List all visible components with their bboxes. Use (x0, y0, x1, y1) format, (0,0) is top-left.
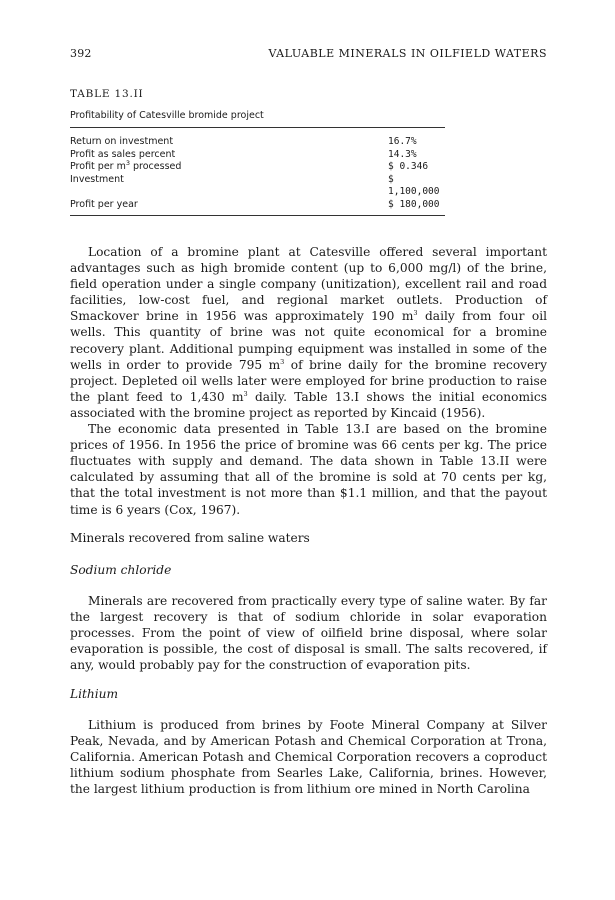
row-label: Investment (70, 173, 124, 185)
section-heading: Minerals recovered from saline waters (70, 531, 310, 545)
row-value: $ 0.346 (388, 161, 429, 173)
paragraph-sodium (70, 593, 547, 673)
paragraph-location (70, 244, 547, 421)
table-row (70, 174, 445, 199)
paragraph-text: Location of a bromine plant at Catesville offered several important advantages such as high bromide content (up to 6,000 mg/l) of the brine, field operation under a single company (unitization), excellent rail and road facilities, low-cost fuel, and regional market outlets. Production of Smackover brine in 1956 was approximately 190 m (70, 245, 547, 324)
paragraph-text: Lithium is produced from brines by Foote Mineral Company at Silver Peak, Nevada, and by American Potash and Chemical Corporation at Trona, California. American Potash and Chemical Corporation recovers a coproduct lithium sodium phosphate from Searles Lake, California, brines. However, the largest lithium production is from lithium ore mined in North Carolina (70, 718, 547, 797)
table-top-rule (70, 127, 445, 128)
table-body (70, 136, 445, 212)
paragraph-economics: The economic data presented in Table 13.I are based on the bromine prices of 1956. In 1956 the price of bromine was 66 cents per kg. The price fluctuates with supply and demand. The data shown in Table 13.II were calculated by assuming that all of the bromine is sold at 70 cents per kg, that the total investment is not more than $1.1 million, and that the payout time is 6 years (Cox, 1967). (70, 422, 547, 517)
subsection-heading-sodium: Sodium chloride (70, 563, 172, 577)
row-value: 16.7% (388, 136, 417, 147)
paragraph-text: daily. Table 13.I shows the initial economics associated with the bromine project as reported by Kincaid (1956). (70, 389, 547, 420)
row-label: Return on investment (70, 136, 174, 147)
body-paragraphs (70, 244, 547, 518)
table-bottom-rule (70, 215, 445, 216)
running-title: VALUABLE MINERALS IN OILFIELD WATERS (268, 47, 547, 60)
table-caption: Profitability of Catesville bromide project (70, 110, 264, 121)
table-label: TABLE 13.II (70, 88, 144, 100)
paragraph-text: daily from four oil wells. This quantity of brine was not quite economical for a bromine recovery plant. Additional pumping equipment was installed in some of the wells in order to provide 795 m (70, 309, 547, 372)
table-row (70, 136, 445, 149)
superscript: 3 (413, 309, 418, 318)
paragraph-text: of brine daily for the bromine recovery project. Depleted oil wells later were employed for brine production to raise the plant feed to 1,430 m (70, 357, 547, 404)
row-value: $ 1,100,000 (388, 173, 440, 198)
row-value: 14.3% (388, 148, 417, 160)
row-value: $ 180,000 (388, 198, 440, 210)
subsection-heading-lithium: Lithium (70, 687, 119, 701)
row-label: Profit per year (70, 198, 138, 210)
row-label-text: Profit per m (70, 161, 126, 173)
row-label (70, 161, 388, 174)
superscript: 3 (280, 357, 285, 366)
profitability-table (70, 127, 445, 216)
paragraph-lithium (70, 717, 547, 797)
row-label: Profit as sales percent (70, 148, 176, 160)
superscript: 3 (243, 389, 248, 398)
superscript: 3 (125, 159, 130, 168)
table-row (70, 199, 445, 212)
row-label-text: processed (130, 161, 182, 173)
table-row (70, 161, 445, 174)
page-number: 392 (70, 47, 92, 60)
paragraph-text: Minerals are recovered from practically every type of saline water. By far the largest recovery is that of sodium chloride in solar evaporation processes. From the point of view of oilfield brine disposal, where solar evaporation is possible, the cost of disposal is small. The salts recovered, if any, would probably pay for the construction of evaporation pits. (70, 594, 547, 673)
